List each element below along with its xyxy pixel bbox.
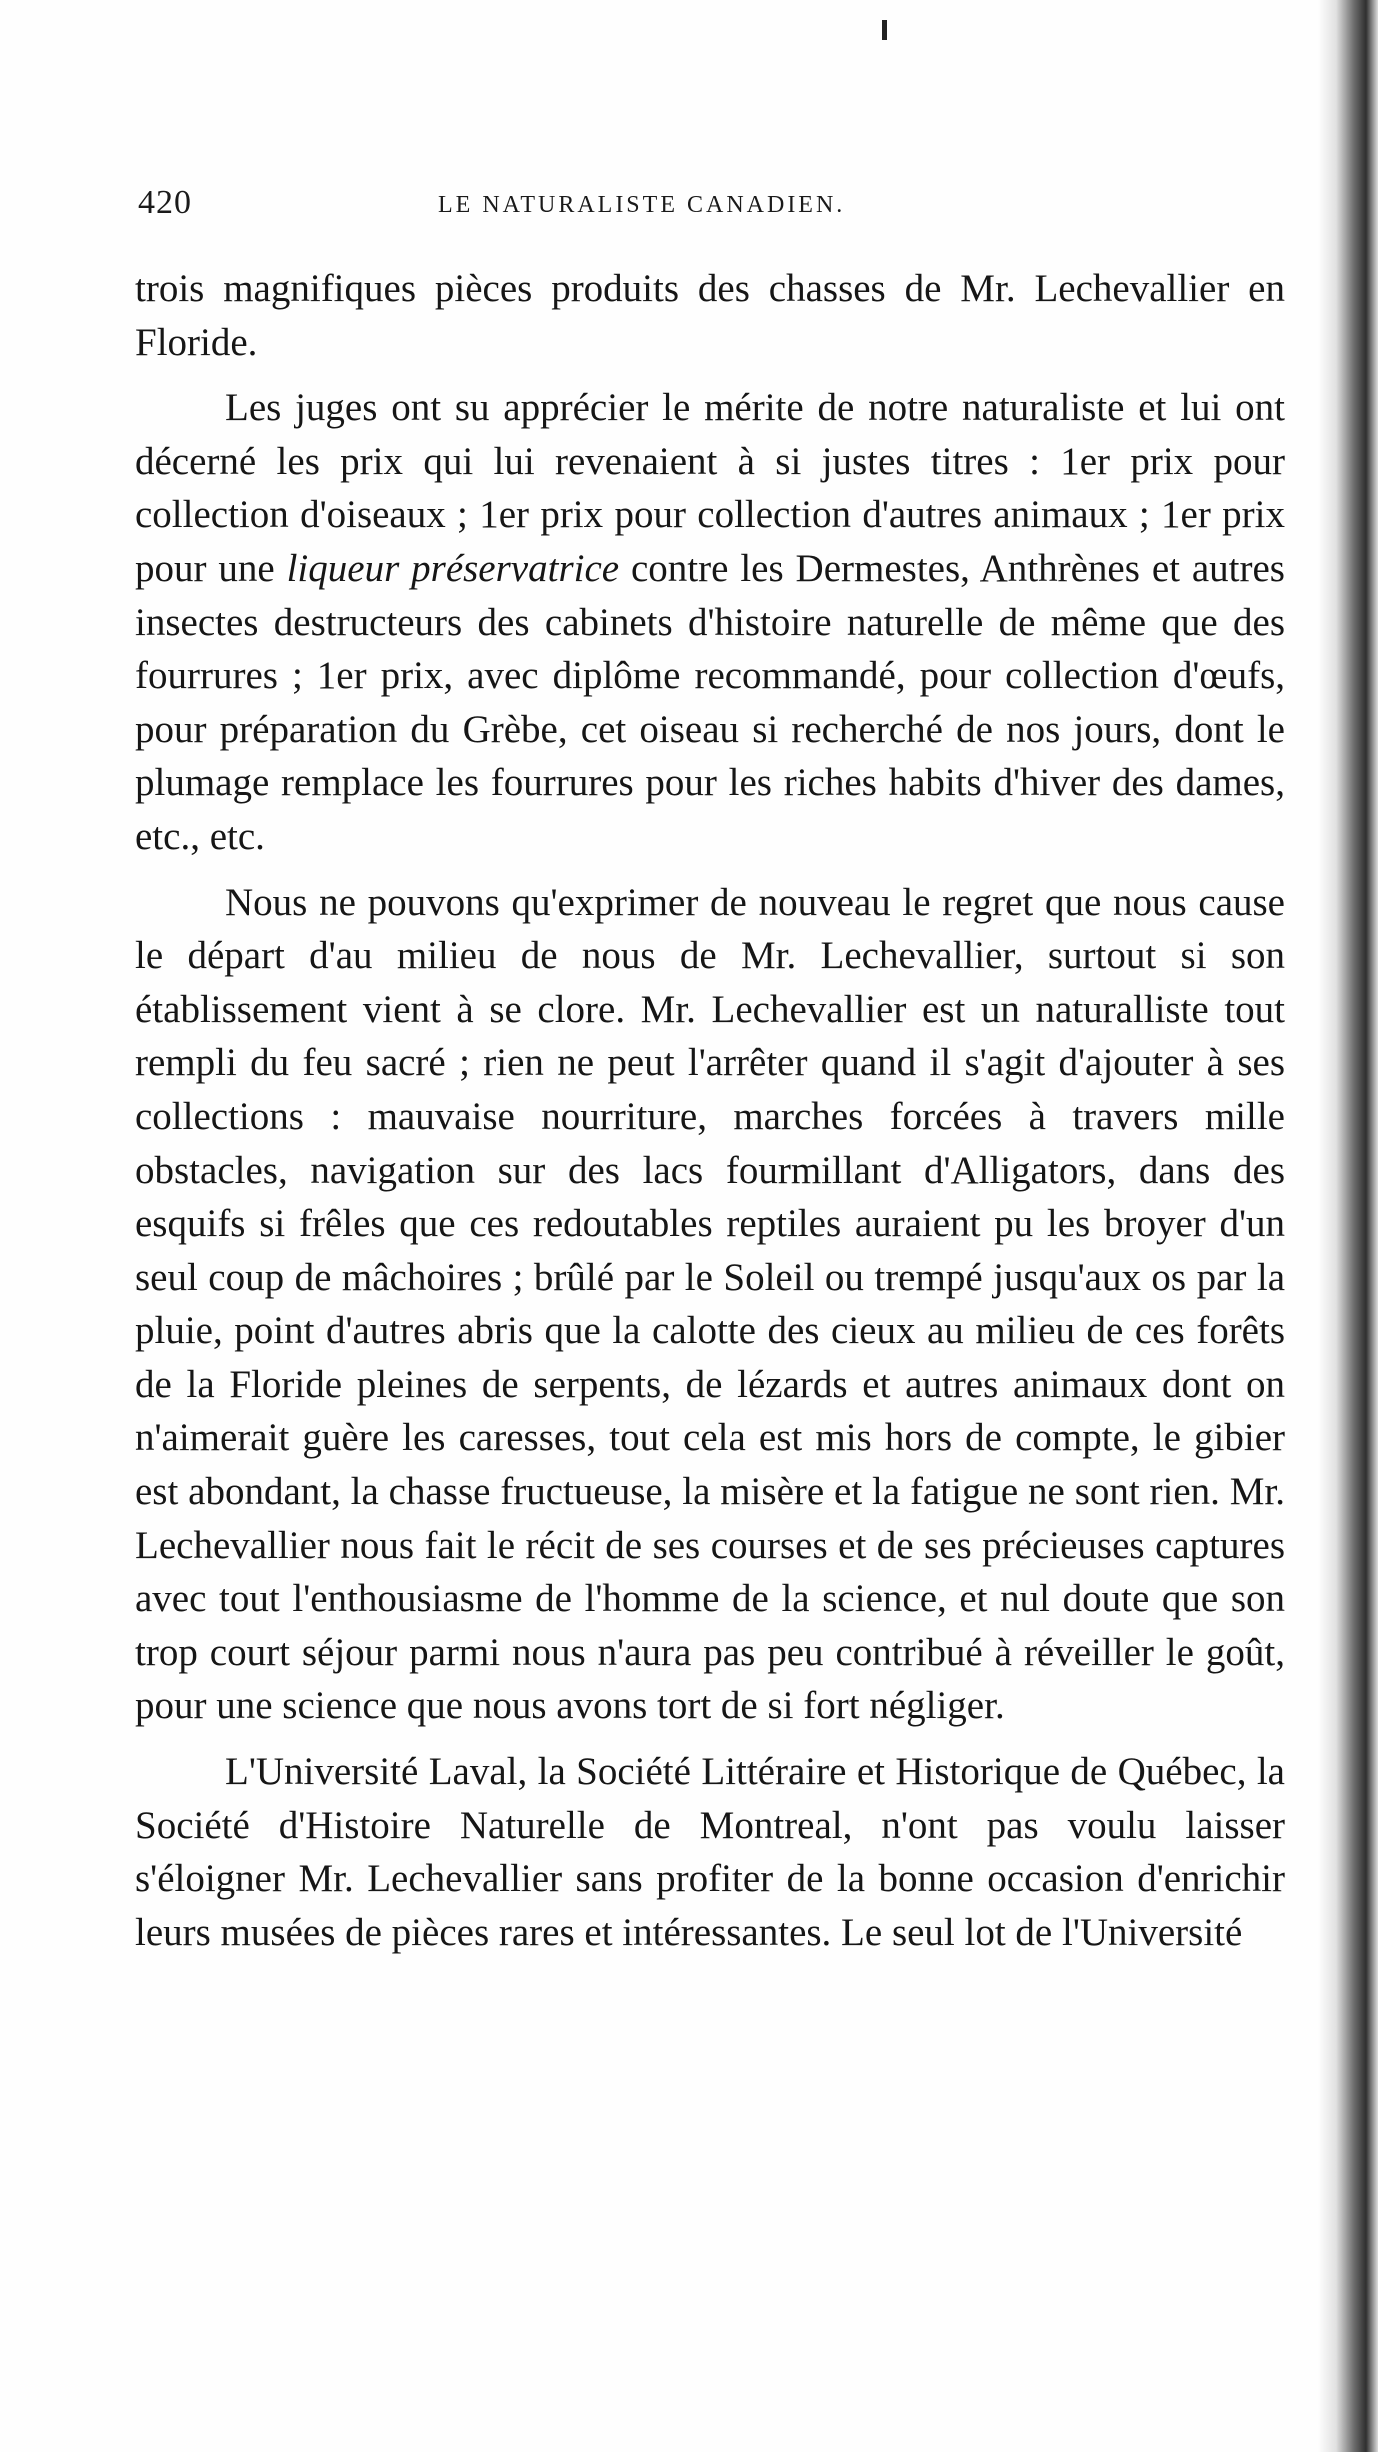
paragraph-prizes-part-2: contre les Dermestes, Anthrènes et autres insectes destructeurs des cabinets d'histoire naturelle de même que des fourrures ; 1er prix, avec diplôme recommandé, pour collection d'œufs, pour préparation du Grèbe, cet oiseau si recherché de nos jours, dont le plumage remplace les fourrures pour les riches habits d'hiver des dames, etc., etc. xyxy=(135,546,1285,858)
paragraph-prizes-part-1: Les juges ont su apprécier le mérite de notre naturaliste et lui ont décerné les prix qui lui revenaient à si justes titres : 1er prix pour collection d'oiseaux ; 1er prix pour collection d'autres animaux ; 1er prix pour une xyxy=(135,386,1285,590)
paragraph-regret: Nous ne pouvons qu'exprimer de nouveau le regret que nous cause le départ d'au milieu de nous de Mr. Lechevallier, surtout si son établissement vient à se clore. Mr. Lechevallier est un naturalliste tout rempli du feu sacré ; rien ne peut l'arrêter quand il s'agit d'ajouter à ses collections : mauvaise nourriture, marches forcées à travers mille obstacles, navigation sur des lacs fourmillant d'Alligators, dans des esquifs si frêles que ces redoutables reptiles auraient pu les broyer d'un seul coup de mâchoires ; brûlé par le Soleil ou trempé jusqu'aux os par la pluie, point d'autres abris que la calotte des cieux au milieu de ces forêts de la Floride pleines de serpents, de lézards et autres animaux dont on n'aimerait guère les caresses, tout cela est mis hors de compte, le gibier est abondant, la chasse fructueuse, la misère et la fatigue ne sont rien. Mr. Lechevallier nous fait le récit de ses courses et de ses précieuses captures avec tout l'enthousiasme de l'homme de la science, et nul doute que son trop court séjour parmi nous n'aura pas peu contribué à réveiller le goût, pour une science que nous avons tort de si fort négliger. xyxy=(135,880,1285,1728)
scan-mark xyxy=(882,20,887,40)
paragraph-institutions: L'Université Laval, la Société Littéraire et Historique de Québec, la Société d'Histoire Naturelle de Montreal, n'ont pas voulu laisser s'éloigner Mr. Lechevallier sans profiter de la bonne occasion d'enrichir leurs musées de pièces rares et intéressantes. Le seul lot de l'Université xyxy=(135,1750,1285,1954)
running-title: LE NATURALISTE CANADIEN. xyxy=(438,192,846,218)
page-number: 420 xyxy=(138,184,192,221)
scanned-page-edge xyxy=(1318,0,1378,2452)
body-text xyxy=(135,262,1285,1971)
page-header xyxy=(138,184,1228,224)
paragraph-continued: trois magnifiques pièces produits des chasses de Mr. Lechevallier en Floride. xyxy=(135,267,1285,364)
paragraph-prizes xyxy=(135,381,1285,863)
italic-term: liqueur préservatrice xyxy=(286,546,620,590)
